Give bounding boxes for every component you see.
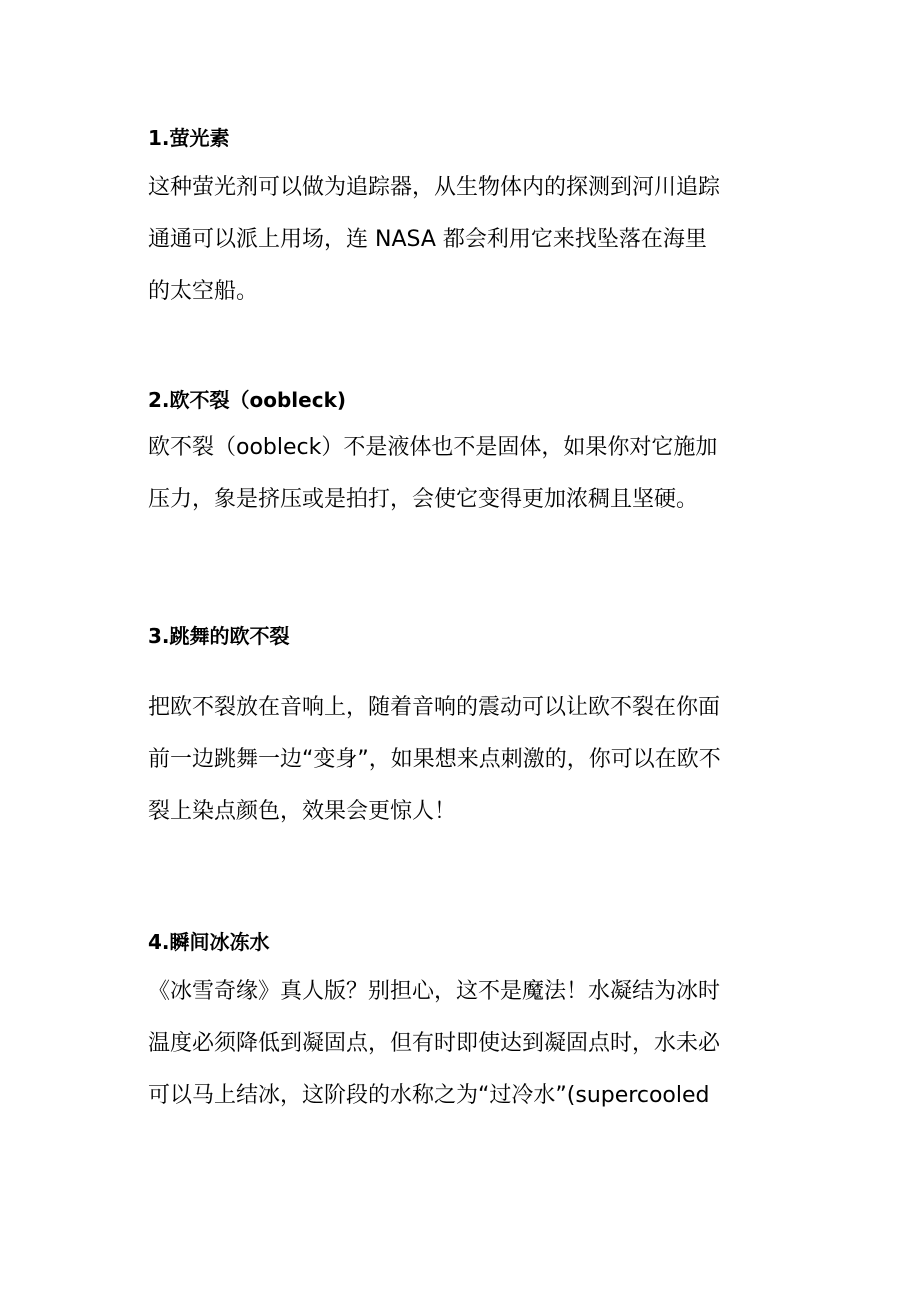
section-heading: 4.瞬间冰冻水 [148, 930, 270, 954]
section-heading: 2.欧不裂（oobleck) [148, 388, 347, 412]
paragraph-line: 把欧不裂放在音响上，随着音响的震动可以让欧不裂在你面 [148, 695, 721, 720]
section-heading: 1.萤光素 [148, 126, 230, 150]
section-heading: 3.跳舞的欧不裂 [148, 624, 290, 648]
paragraph-line: 可以马上结冰，这阶段的水称之为“过冷水”(supercooled [148, 1083, 710, 1108]
paragraph-line: 裂上染点颜色，效果会更惊人！ [148, 799, 457, 824]
paragraph-line: 欧不裂（oobleck）不是液体也不是固体，如果你对它施加 [148, 435, 718, 460]
paragraph-line: 前一边跳舞一边“变身”，如果想来点刺激的，你可以在欧不 [148, 747, 721, 772]
paragraph-line: 《冰雪奇缘》真人版？别担心，这不是魔法！水凝结为冰时 [148, 979, 721, 1004]
section-paragraph [148, 682, 788, 838]
section-paragraph [148, 422, 788, 526]
paragraph-line: 这种萤光剂可以做为追踪器，从生物体内的探测到河川追踪 [148, 175, 721, 200]
section-paragraph [148, 966, 788, 1122]
paragraph-line: 的太空船。 [148, 279, 259, 304]
paragraph-line: 压力，象是挤压或是拍打，会使它变得更加浓稠且坚硬。 [148, 487, 699, 512]
paragraph-line: 通通可以派上用场，连 NASA 都会利用它来找坠落在海里 [148, 227, 707, 252]
section-paragraph [148, 162, 788, 318]
paragraph-line: 温度必须降低到凝固点，但有时即使达到凝固点时，水未必 [148, 1031, 721, 1056]
